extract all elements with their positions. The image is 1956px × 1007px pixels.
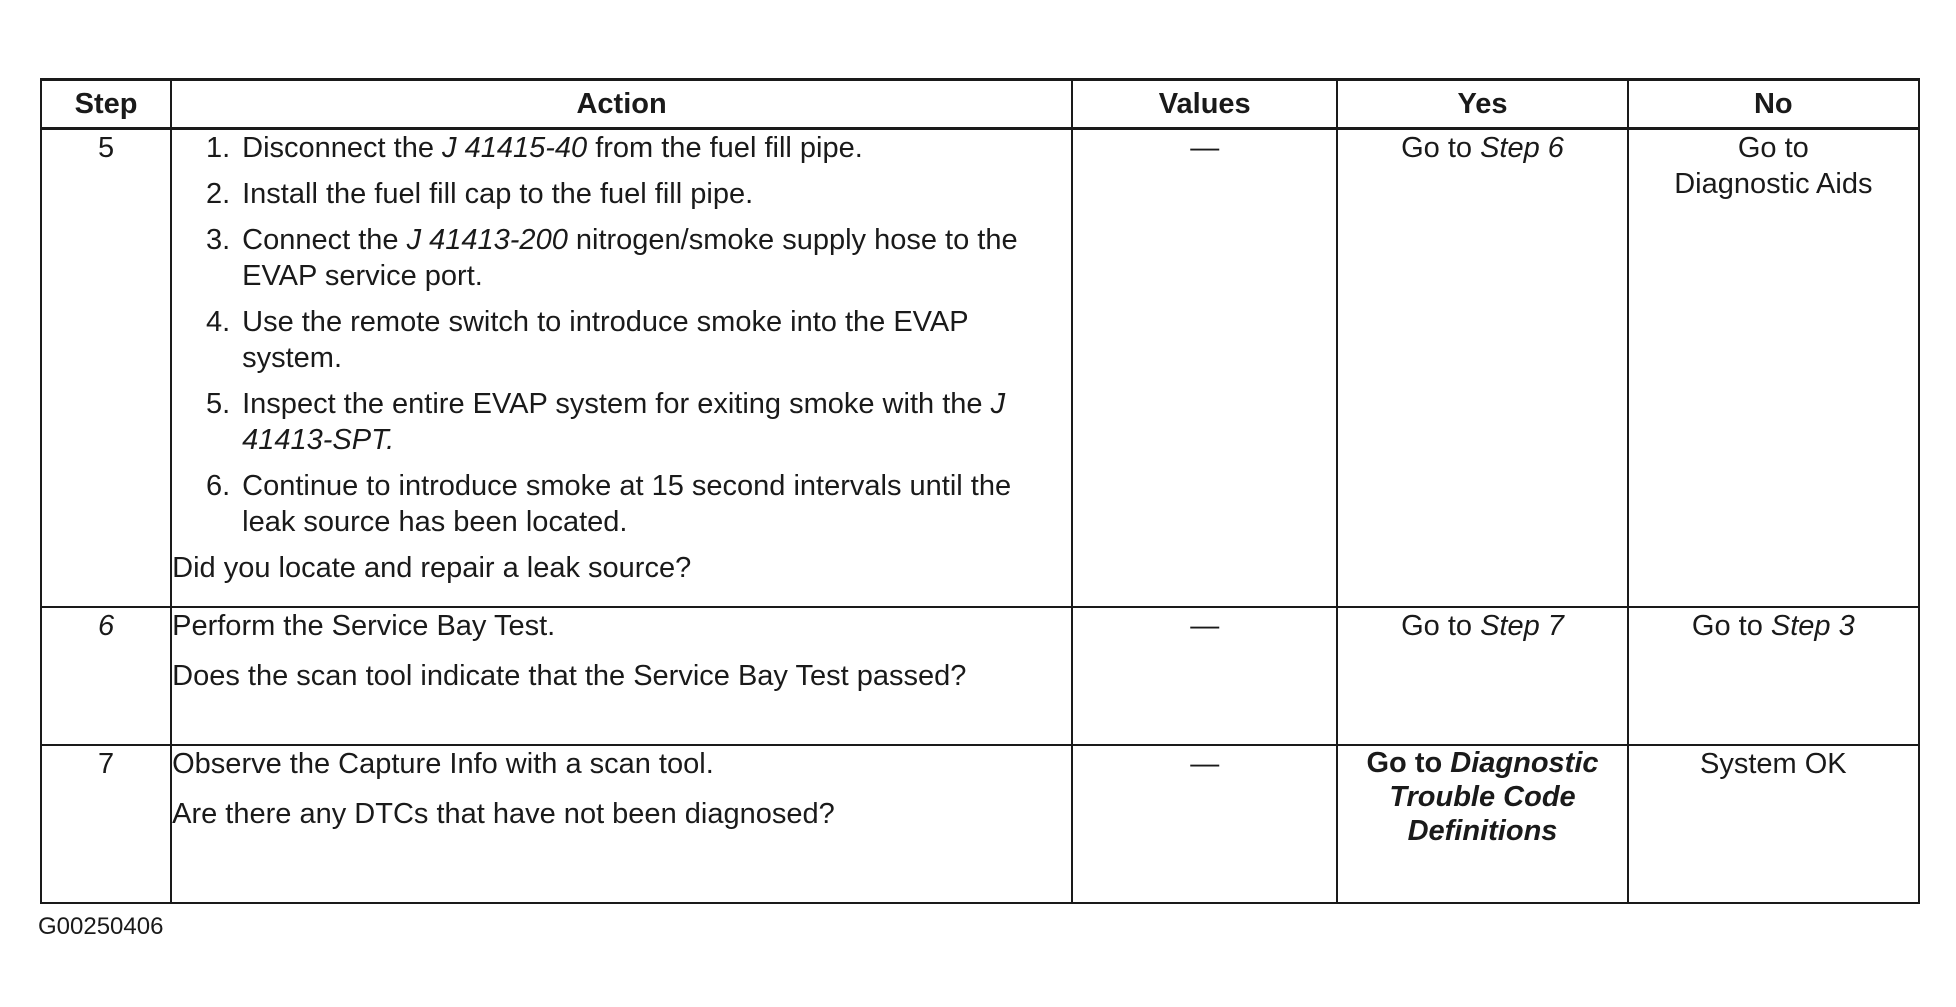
header-values: Values bbox=[1072, 80, 1337, 129]
header-no: No bbox=[1628, 80, 1919, 129]
action-step-number: 3. bbox=[205, 224, 231, 256]
step-number: 5 bbox=[41, 129, 171, 607]
yes-cell: Go to Step 6 bbox=[1337, 129, 1627, 607]
tool-reference: J 41415-40 bbox=[442, 132, 588, 164]
no-cell: Go to Diagnostic Aids bbox=[1628, 129, 1919, 607]
action-instruction: Observe the Capture Info with a scan tool. bbox=[172, 747, 714, 780]
action-cell bbox=[171, 745, 1072, 903]
action-question: Did you locate and repair a leak source? bbox=[172, 552, 692, 584]
values-cell: — bbox=[1072, 129, 1337, 607]
action-step-text: Disconnect the J 41415-40 from the fuel fill pipe. bbox=[242, 132, 863, 164]
action-step-item bbox=[172, 130, 1071, 166]
action-step-number: 5. bbox=[205, 388, 231, 420]
table-row-step-5 bbox=[41, 129, 1919, 607]
action-step-text: Use the remote switch to introduce smoke into the EVAP system. bbox=[242, 306, 969, 374]
action-step-item bbox=[172, 176, 1071, 212]
action-step-item bbox=[172, 304, 1071, 376]
tool-reference: J 41413-200 bbox=[406, 224, 568, 256]
action-steps-list bbox=[172, 130, 1071, 540]
values-cell: — bbox=[1072, 745, 1337, 903]
action-step-item bbox=[172, 222, 1071, 294]
no-cell: Go to Step 3 bbox=[1628, 607, 1919, 745]
action-step-number: 2. bbox=[205, 178, 231, 210]
action-cell bbox=[171, 607, 1072, 745]
table-header-row bbox=[41, 80, 1919, 129]
step-link[interactable]: Step 7 bbox=[1480, 609, 1564, 642]
diagnostic-aids-link[interactable]: Diagnostic Aids bbox=[1674, 168, 1873, 200]
action-question: Are there any DTCs that have not been diagnosed? bbox=[172, 797, 835, 830]
tool-reference: J 41413-SPT. bbox=[242, 388, 1006, 456]
header-step: Step bbox=[41, 80, 171, 129]
step-link[interactable]: Step 3 bbox=[1770, 609, 1855, 642]
no-cell: System OK bbox=[1628, 745, 1919, 903]
step-number: 6 bbox=[41, 607, 171, 745]
action-cell bbox=[171, 129, 1072, 607]
header-yes: Yes bbox=[1337, 80, 1627, 129]
dtc-definitions-link[interactable]: Diagnostic bbox=[1450, 746, 1599, 779]
action-step-number: 6. bbox=[205, 470, 231, 502]
action-step-item bbox=[172, 386, 1071, 458]
action-step-number: 1. bbox=[205, 132, 231, 164]
table-row-step-6 bbox=[41, 607, 1919, 745]
yes-cell: Go to Diagnostic Trouble Code Definitions bbox=[1337, 745, 1627, 903]
figure-id: G00250406 bbox=[38, 913, 164, 940]
action-step-text: Inspect the entire EVAP system for exiting smoke with the J 41413-SPT. bbox=[242, 388, 1006, 456]
action-step-text: Install the fuel fill cap to the fuel fill pipe. bbox=[242, 178, 754, 210]
action-step-text: Connect the J 41413-200 nitrogen/smoke supply hose to the EVAP service port. bbox=[242, 224, 1018, 292]
step-link[interactable]: Step 6 bbox=[1480, 132, 1564, 164]
action-question: Does the scan tool indicate that the Service Bay Test passed? bbox=[172, 659, 967, 692]
table-row-step-7 bbox=[41, 745, 1919, 903]
values-cell: — bbox=[1072, 607, 1337, 745]
yes-cell: Go to Step 7 bbox=[1337, 607, 1627, 745]
action-step-text: Continue to introduce smoke at 15 second intervals until the leak source has been located. bbox=[242, 470, 1012, 538]
action-instruction: Perform the Service Bay Test. bbox=[172, 609, 556, 642]
step-number: 7 bbox=[41, 745, 171, 903]
header-action: Action bbox=[171, 80, 1072, 129]
action-step-item bbox=[172, 468, 1071, 540]
diagnostic-table bbox=[40, 78, 1920, 904]
action-step-number: 4. bbox=[205, 306, 231, 338]
